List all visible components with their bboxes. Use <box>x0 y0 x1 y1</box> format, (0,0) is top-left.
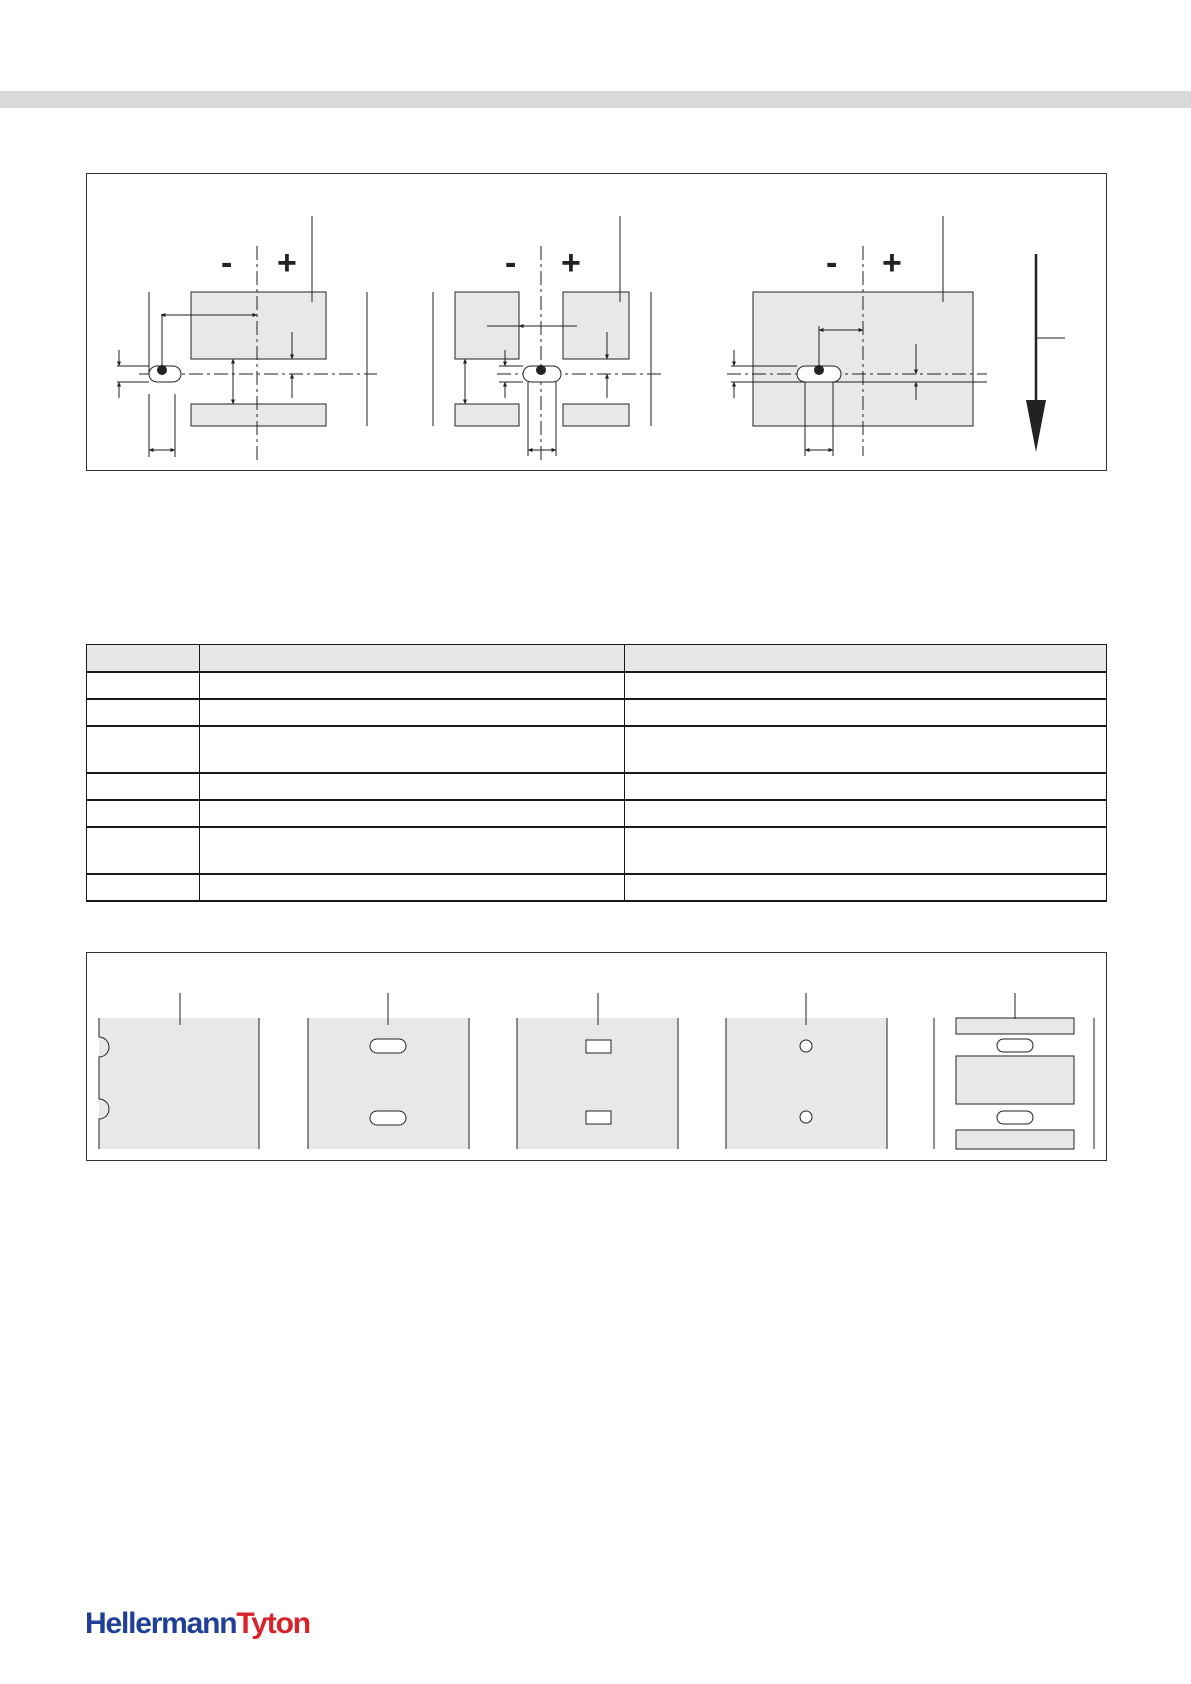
table-cell <box>625 699 1107 726</box>
table-row <box>87 726 1107 773</box>
table-header-cell <box>625 645 1107 672</box>
table-row <box>87 827 1107 874</box>
table-cell <box>625 800 1107 827</box>
table-cell <box>200 827 625 874</box>
table-cell <box>625 773 1107 800</box>
table-cell <box>625 827 1107 874</box>
label-type-gap-label <box>934 993 1095 1149</box>
feed-direction-arrow <box>1026 254 1065 452</box>
table-cell <box>625 672 1107 699</box>
plus-sign-3: + <box>882 244 902 282</box>
table-cell <box>87 827 200 874</box>
brand-logo <box>85 1607 310 1641</box>
minus-sign-2: - <box>505 244 517 282</box>
table-cell <box>200 672 625 699</box>
header-band <box>0 91 1191 108</box>
table-header-cell <box>87 645 200 672</box>
table-cell <box>625 874 1107 901</box>
label-type-square-hole <box>517 993 678 1149</box>
specification-table <box>86 644 1107 902</box>
table-row <box>87 773 1107 800</box>
table-header-row <box>87 645 1107 672</box>
table-row <box>87 699 1107 726</box>
table-cell <box>200 874 625 901</box>
table-row <box>87 800 1107 827</box>
plus-sign-2: + <box>561 244 581 282</box>
table-cell <box>87 800 200 827</box>
diagram-panel-3 <box>727 216 987 456</box>
minus-sign-3: - <box>826 244 838 282</box>
label-type-edge-notch <box>99 993 259 1149</box>
table-cell <box>200 699 625 726</box>
table-cell <box>200 726 625 773</box>
table-cell <box>625 726 1107 773</box>
sensor-position-figure <box>86 173 1107 471</box>
logo-text-hellermann: Hellermann <box>85 1607 237 1640</box>
table-row <box>87 672 1107 699</box>
table-cell <box>87 726 200 773</box>
plus-sign-1: + <box>277 244 297 282</box>
label-type-slot-hole <box>308 993 469 1149</box>
table-cell <box>200 800 625 827</box>
minus-sign-1: - <box>221 244 233 282</box>
table-cell <box>87 773 200 800</box>
table-row <box>87 874 1107 901</box>
diagram-panel-2 <box>433 216 663 464</box>
label-types-figure <box>86 952 1107 1161</box>
diagram-panel-1 <box>117 216 377 462</box>
table-cell <box>200 773 625 800</box>
table-cell <box>87 699 200 726</box>
label-type-round-hole <box>726 993 887 1149</box>
table-cell <box>87 672 200 699</box>
table-cell <box>87 874 200 901</box>
table-header-cell <box>200 645 625 672</box>
logo-text-tyton: Tyton <box>236 1607 310 1640</box>
